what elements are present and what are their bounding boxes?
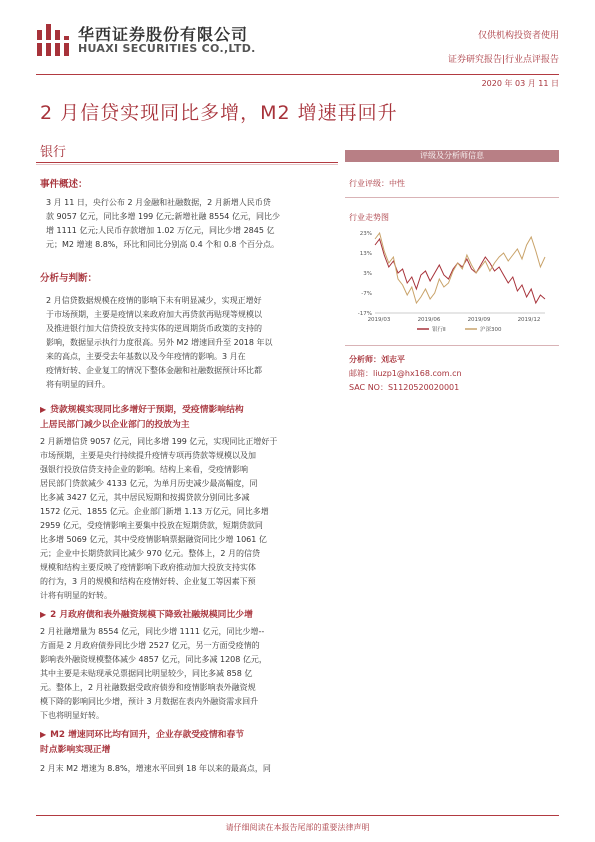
analysis-line: 及推进银行加大信贷投放支持实体的逆周期货币政策的支持的 <box>46 324 262 333</box>
legend-label: 沪深300 <box>480 327 502 333</box>
paragraph-line: 元。整体上，2 月社融数据受政府债券和疫情影响表外融资规 <box>40 683 256 692</box>
section-paragraph-loans <box>40 435 332 603</box>
company-name-en: HUAXI SECURITIES CO.,LTD. <box>78 42 256 55</box>
event-heading: 事件概述： <box>40 179 88 190</box>
analyst-email[interactable]: 邮箱：liuzp1@hx168.com.cn <box>349 369 462 378</box>
main-column <box>40 176 332 776</box>
report-date: 2020 年 03 月 11 日 <box>481 79 559 88</box>
paragraph-line: 强银行投放信贷支持企业的影响。结构上来看，受疫情影响 <box>40 465 248 474</box>
series-line-0 <box>375 239 545 303</box>
report-title: 2 月信贷实现同比多增，M2 增速再回升 <box>40 102 398 124</box>
industry-rating: 行业评级：中性 <box>349 179 405 188</box>
industry-name: 银行 <box>40 145 67 160</box>
investor-note: 仅供机构投资者使用 <box>477 31 559 41</box>
triangle-bullet-icon: ▶ <box>40 405 47 414</box>
paragraph-line: 其中主要是未贴现承兑票据同比明显较少，同比多减 858 亿 <box>40 669 253 678</box>
section-heading-loans: ▶ 贷款规模实现同比多增好于预期，受疫情影响结构 上居民部门减少以企业部门的投放为主 <box>40 405 244 430</box>
event-line: 3 月 11 日，央行公布 2 月金融和社融数据，2 月新增人民币贷 <box>46 198 271 207</box>
y-tick-label: -7% <box>361 291 372 297</box>
paragraph-line: 2 月社融增量为 8554 亿元，同比少增 1111 亿元，同比少增-- <box>40 627 265 636</box>
paragraph-line: 2959 亿元，受疫情影响主要集中投放在短期贷款，短期贷款同 <box>40 521 263 530</box>
paragraph-line: 影响表外融资规模整体减少 4857 亿元，同比多减 1208 亿元， <box>40 655 267 664</box>
industry-trend-chart <box>345 229 559 337</box>
y-tick-label: 23% <box>359 231 372 237</box>
footer-divider <box>36 815 559 816</box>
header-divider <box>36 74 559 75</box>
paragraph-line: 市场预期，主要是央行持续提升疫情专项再贷款等规模以及加 <box>40 451 256 460</box>
paragraph-line: 计将有明显的好转。 <box>40 591 112 600</box>
huaxi-logo-icon <box>36 22 70 58</box>
series-line-1 <box>375 233 545 303</box>
event-line: 增 1111 亿元;人民币存款增加 1.02 万亿元，同比少增 2845 亿 <box>46 226 275 235</box>
trend-chart-label: 行业走势图 <box>349 213 389 222</box>
paragraph-line: 1572 亿元、1855 亿元。企业部门新增 1.13 万亿元，同比多增 <box>40 507 269 516</box>
paragraph-line: 规模和结构主要反映了疫情影响下政府推动加大投放支持实体 <box>40 563 256 572</box>
paragraph-line: 比多减 3427 亿元，其中居民短期和按揭贷款分别同比多减 <box>40 493 250 502</box>
company-name-cn: 华西证券股份有限公司 <box>78 25 249 44</box>
sidebar-divider <box>345 345 559 346</box>
analysis-line: 2 月信贷数据规模在疫情的影响下未有明显减少，实现正增好 <box>46 296 262 305</box>
analyst-name: 分析师：刘志平 <box>349 355 405 364</box>
analysis-line: 影响，数据显示执行力度很高。另外 M2 增速回升至 2018 年以 <box>46 338 273 347</box>
paragraph-line: 下也将明显好转。 <box>40 711 104 720</box>
paragraph-line: 的行为，3 月的规模和结构在疫情好转、企业复工等因素下预 <box>40 577 256 586</box>
y-tick-label: 13% <box>359 251 372 257</box>
analyst-sac-number: SAC NO：S1120520020001 <box>349 383 460 392</box>
paragraph-line: 比多增 5069 亿元，其中受疫情影响票据融资同比少增 1061 亿 <box>40 535 267 544</box>
analysis-line: 疫情好转、企业复工的情况下整体金融和社融数据预计环比都 <box>46 366 262 375</box>
paragraph-line: 2 月末 M2 增速为 8.8%，增速水平回到 18 年以来的最高点，同 <box>40 764 271 773</box>
paragraph-line: 模下降的影响同比少增，预计 3 月数据在表内外融资需求回升 <box>40 697 259 706</box>
x-tick-label: 2019/06 <box>417 317 441 323</box>
analysis-line: 来的高点，主要受去年基数以及今年疫情的影响。3 月在 <box>46 352 246 361</box>
event-line: 款 9057 亿元，同比多增 199 亿元;新增社融 8554 亿元，同比少 <box>46 212 280 221</box>
rating-box-title: 评级及分析师信息 <box>345 150 559 162</box>
analysis-line: 于市场预期，主要是疫情以来政府加大再贷款再贴现等规模以 <box>46 310 262 319</box>
y-tick-label: 3% <box>363 271 372 277</box>
report-category: 证券研究报告|行业点评报告 <box>447 55 559 65</box>
paragraph-line: 元；企业中长期贷款同比减少 970 亿元。整体上，2 月的信贷 <box>40 549 260 558</box>
event-line: 元；M2 增速 8.8%，环比和同比分别高 0.4 个和 0.8 个百分点。 <box>46 240 280 249</box>
paragraph-line: 2 月新增信贷 9057 亿元，同比多增 199 亿元，实现同比正增好于 <box>40 437 278 446</box>
analysis-paragraph <box>40 294 332 392</box>
legend-label: 银行Ⅱ <box>432 327 446 333</box>
x-tick-label: 2019/03 <box>367 317 391 323</box>
event-paragraph <box>40 196 332 252</box>
industry-divider-light <box>36 164 338 165</box>
section-heading-m2: ▶ M2 增速同环比均有回升，企业存款受疫情和春节 时点影响实现正增 <box>40 730 245 755</box>
x-tick-label: 2019/12 <box>517 317 541 323</box>
sidebar-divider <box>345 197 559 198</box>
footer-disclaimer: 请仔细阅读在本报告尾部的重要法律声明 <box>225 823 370 832</box>
section-heading-social-financing: ▶ 2 月政府债和表外融资规模下降致社融规模同比少增 <box>40 610 253 620</box>
rating-sidebar <box>345 150 559 393</box>
triangle-bullet-icon: ▶ <box>40 730 47 739</box>
y-tick-label: -17% <box>357 311 372 317</box>
x-tick-label: 2019/09 <box>467 317 491 323</box>
section-paragraph-m2 <box>40 762 332 776</box>
section-paragraph-social-financing <box>40 625 332 723</box>
paragraph-line: 居民部门贷款减少 4133 亿元，为单月历史减少最高幅度，同 <box>40 479 258 488</box>
analysis-heading: 分析与判断： <box>40 273 98 284</box>
industry-divider <box>36 162 338 163</box>
analysis-line: 将有明显的回升。 <box>46 380 110 389</box>
paragraph-line: 方面是 2 月政府债券同比少增 2527 亿元，另一方面受疫情的 <box>40 641 260 650</box>
triangle-bullet-icon: ▶ <box>40 610 47 619</box>
